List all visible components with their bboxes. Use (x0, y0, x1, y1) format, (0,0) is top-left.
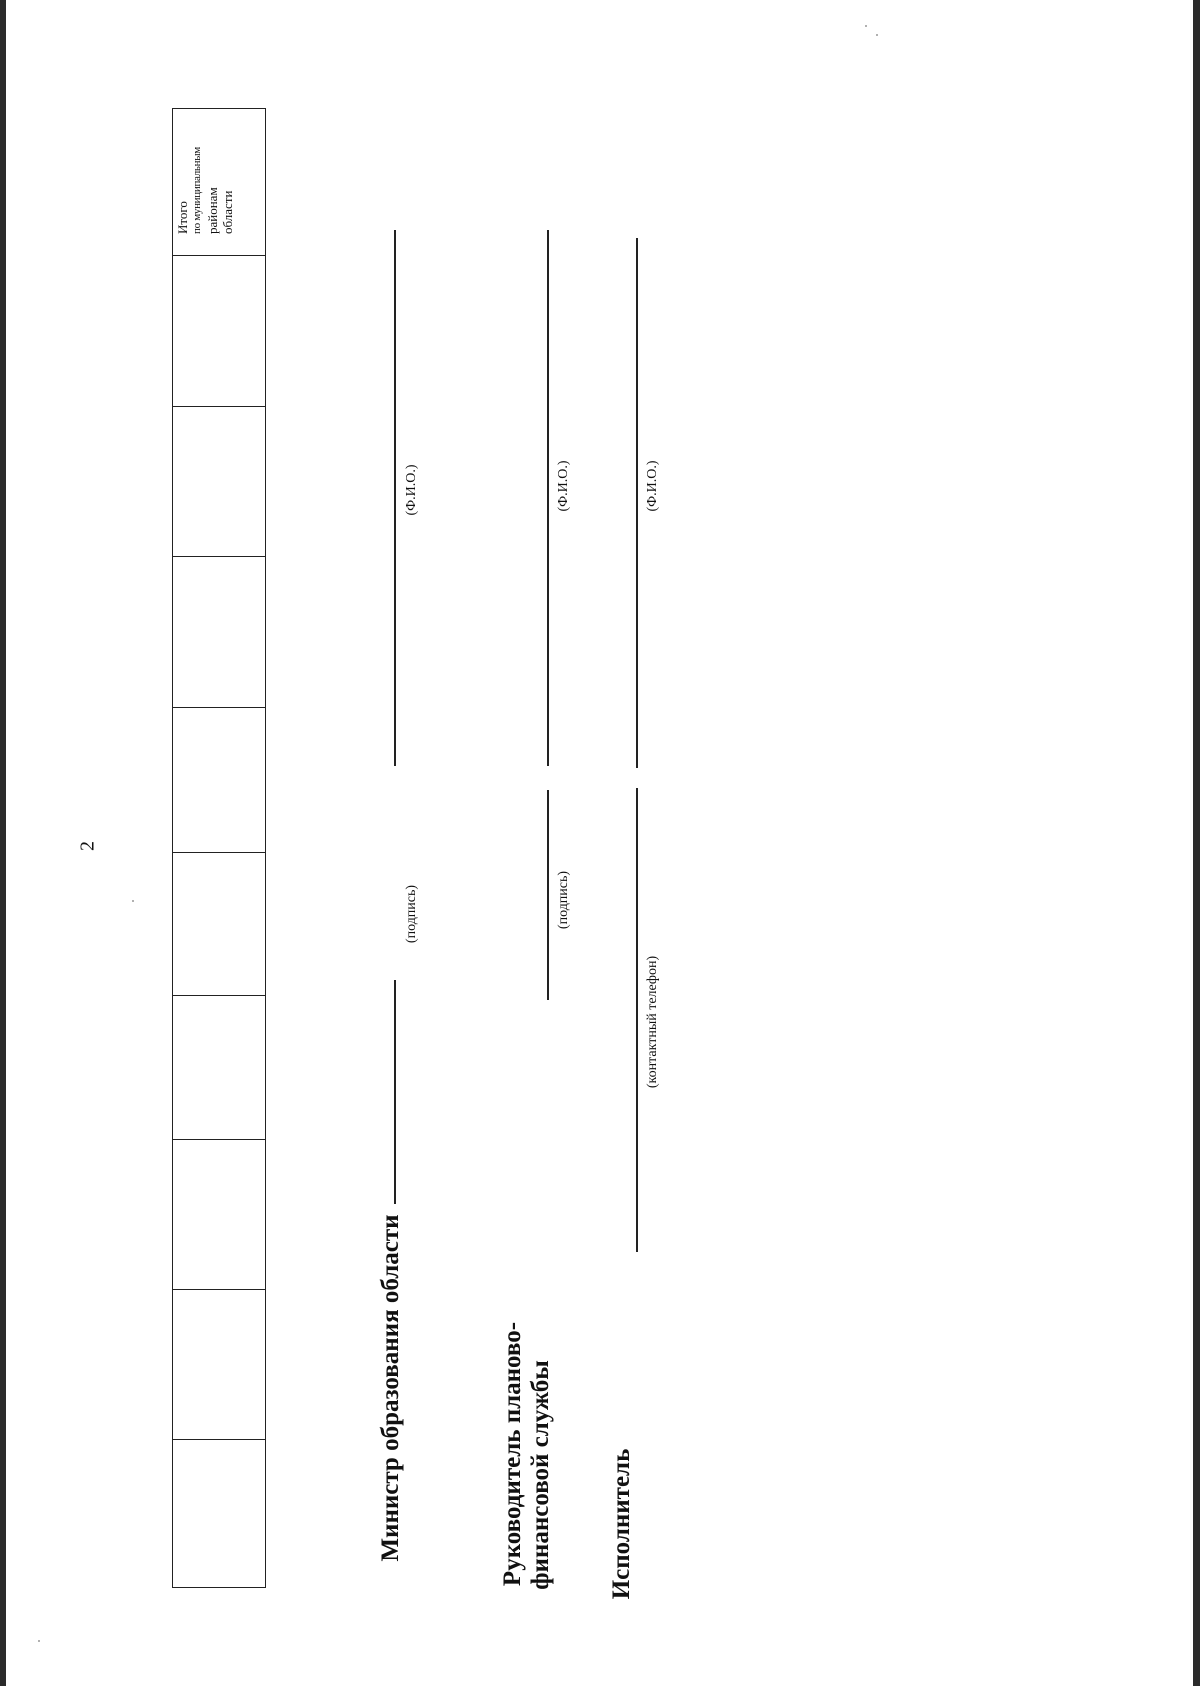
table-cell-divider (173, 1139, 265, 1140)
total-row-label (173, 109, 265, 237)
finance-head-title-line-2: финансовой службы (527, 1360, 554, 1590)
scan-edge-right (1193, 0, 1200, 1686)
total-row-label-line-4: области (220, 190, 235, 234)
scan-speck (865, 25, 867, 27)
total-row-label-line-3: районам (205, 187, 220, 234)
executor-phone-caption: (контактный телефон) (645, 955, 660, 1089)
table-cell-divider (173, 1439, 265, 1440)
minister-name-caption: (Ф.И.О.) (404, 464, 419, 516)
finance-head-name-caption: (Ф.И.О.) (556, 460, 571, 512)
executor-title: Исполнитель (608, 1448, 635, 1600)
minister-name-line (394, 230, 396, 766)
table-cell-divider (173, 255, 265, 256)
table-cell-divider (173, 707, 265, 708)
minister-signature-line (394, 980, 396, 1204)
scan-speck (876, 34, 878, 36)
finance-head-signature-line (547, 790, 549, 1000)
total-row-label-line-1: Итого (175, 201, 190, 234)
executor-name-line (636, 238, 638, 768)
minister-title: Министр образования области (377, 1214, 404, 1562)
scan-edge-left (0, 0, 6, 1686)
finance-head-name-line (547, 230, 549, 766)
table-cell-divider (173, 852, 265, 853)
finance-head-title-line-1: Руководитель планово- (499, 1321, 526, 1587)
scan-speck (132, 900, 134, 902)
summary-table (172, 108, 266, 1588)
table-cell-divider (173, 556, 265, 557)
table-cell-divider (173, 1289, 265, 1290)
executor-name-caption: (Ф.И.О.) (645, 460, 660, 512)
total-row-label-line-2: по муниципальным (191, 147, 203, 234)
page-number: 2 (76, 841, 99, 851)
table-cell-divider (173, 995, 265, 996)
table-cell-divider (173, 406, 265, 407)
finance-head-signature-caption: (подпись) (556, 870, 571, 930)
minister-signature-caption: (подпись) (404, 884, 419, 944)
scan-speck (38, 1640, 40, 1642)
executor-phone-line (636, 788, 638, 1252)
